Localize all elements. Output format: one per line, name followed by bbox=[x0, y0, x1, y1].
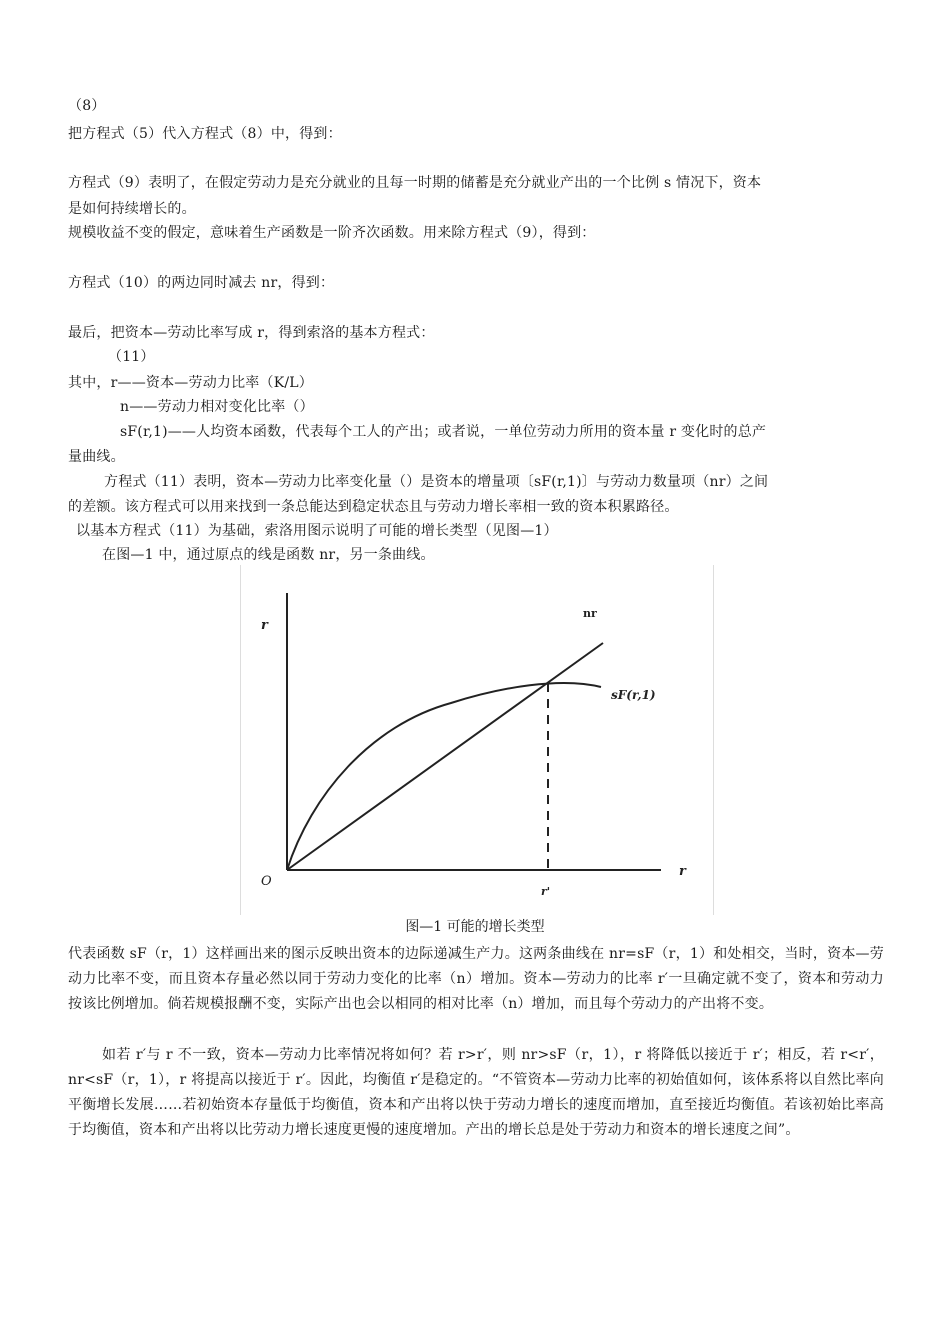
nr-line bbox=[287, 643, 603, 870]
text-line: 是如何持续增长的。 bbox=[68, 201, 196, 217]
text-line: 以基本方程式（11）为基础，索洛用图示说明了可能的增长类型（见图—1） bbox=[76, 523, 558, 539]
nr-label: nr bbox=[583, 607, 597, 620]
text-line: 方程式（10）的两边同时减去 nr，得到： bbox=[68, 275, 335, 291]
text-line: 方程式（11）表明，资本—劳动力比率变化量（）是资本的增量项〔sF(r,1)〕与劳动力数量项（nr）之间 bbox=[104, 474, 769, 490]
text-line: sF(r,1)——人均资本函数，代表每个工人的产出；或者说，一单位劳动力所用的资本量 r 变化时的总产 bbox=[120, 424, 767, 440]
text-line: 规模收益不变的假定，意味着生产函数是一阶齐次函数。用来除方程式（9），得到： bbox=[68, 225, 596, 241]
origin-label: O bbox=[261, 874, 272, 889]
y-axis-label: r bbox=[261, 618, 268, 633]
text-line: 在图—1 中，通过原点的线是函数 nr，另一条曲线。 bbox=[102, 547, 435, 563]
x-axis-label: r bbox=[679, 864, 686, 879]
figure-caption: 图—1 可能的增长类型 bbox=[405, 919, 545, 935]
text-line: 其中，r——资本—劳动力比率（K/L） bbox=[68, 375, 313, 391]
sf-curve-label: sF(r,1) bbox=[611, 688, 656, 702]
text-line: 方程式（9）表明了，在假定劳动力是充分就业的且每一时期的储蓄是充分就业产出的一个比例 s 情况下，资本 bbox=[68, 175, 762, 191]
text-line: 的差额。该方程式可以用来找到一条总能达到稳定状态且与劳动力增长率相一致的资本积累路径。 bbox=[68, 499, 679, 515]
figure-1 bbox=[240, 565, 714, 915]
text-line: n——劳动力相对变化比率（） bbox=[120, 399, 314, 415]
sf-curve bbox=[287, 683, 601, 870]
equation-number-11: （11） bbox=[108, 349, 155, 365]
growth-diagram bbox=[241, 565, 713, 915]
paragraph-1: 代表函数 sF（r，1）这样画出来的图示反映出资本的边际递减生产力。这两条曲线在 nr=sF（r，1）和处相交，当时，资本—劳动力比率不变，而且资本存量必然以同于劳动力变化的比率（n）增加。资本—劳动力的比率 r′一旦确定就不变了，资本和劳动力按该比例增加。倘若规模报酬不变，实际产出也会以相同的相对比率（n）增加，而且每个劳动力的产出将不变。 bbox=[68, 946, 884, 1012]
equilibrium-label: r' bbox=[541, 885, 551, 898]
text-line: 最后，把资本—劳动比率写成 r，得到索洛的基本方程式： bbox=[68, 325, 435, 341]
equation-number-8: （8） bbox=[68, 98, 106, 114]
paragraph-2: 如若 r′与 r 不一致，资本—劳动力比率情况将如何？若 r>r′，则 nr>sF（r，1），r 将降低以接近于 r′；相反，若 r<r′，nr<sF（r，1），r 将提高以接近于 r′。因此，均衡值 r′是稳定的。“不管资本—劳动力比率的初始值如何，该体系将以自然比率向平衡增长发展……若初始资本存量低于均衡值，资本和产出将以快于劳动力增长的速度而增加，直至接近均衡值。若该初始比率高于均衡值，资本和产出将以比劳动力增长速度更慢的速度增加。产出的增长总是处于劳动力和资本的增长速度之间”。 bbox=[68, 1047, 884, 1138]
text-line: 把方程式（5）代入方程式（8）中，得到： bbox=[68, 126, 342, 142]
text-line: 量曲线。 bbox=[68, 449, 125, 465]
